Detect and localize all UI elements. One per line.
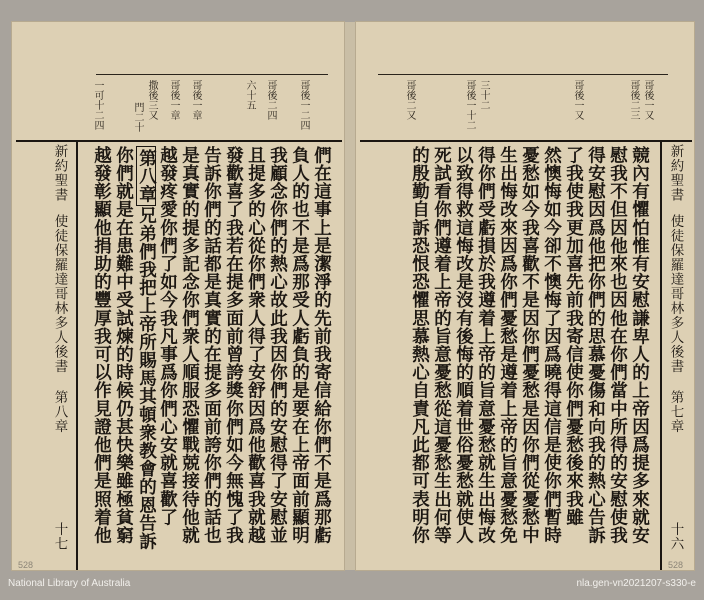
text-column: 憂愁如今我喜歡不是因你們憂愁是因你們從憂愁中 [519, 146, 540, 545]
margin-note: 一可十二四 [92, 80, 103, 130]
running-head-chapter: 第七章 [667, 390, 684, 434]
text-run: 兄弟們我把上帝所賜馬其頓衆教會的恩告訴 [136, 206, 157, 551]
margin-note: 哥後一二四 [298, 80, 309, 130]
margin-note: 哥後一十二 [464, 80, 475, 130]
text-column: 死試看你們遵着上帝的旨意憂愁從這憂愁生出何等 [431, 146, 452, 545]
page-number: 十六 [667, 522, 684, 551]
margin-note: 撒後三又 [146, 80, 157, 120]
text-column: 生出悔改來因爲你們憂愁是遵着上帝的旨意憂愁免 [497, 146, 518, 545]
text-column: 我顧念你們的熱心故此我因你們的安慰得了安慰並 [267, 146, 288, 545]
text-column: 慰我不但因他來也因他在你們當中所得的安慰使我 [607, 146, 628, 545]
item-identifier: nla.gen-vn2021207-s330-e [576, 578, 696, 589]
text-column: 是真實的提多記念你們衆人順服恐懼戰兢接待他就 [179, 146, 200, 545]
note-top-rule [378, 74, 668, 75]
right-page [356, 22, 694, 570]
book-gutter [344, 22, 356, 570]
running-head-book: 新約聖書 [51, 144, 68, 202]
text-column-with-chapter [136, 146, 156, 550]
left-page [12, 22, 344, 570]
text-column: 們在這事上是潔淨的先前我寄信給你們不是爲那虧 [311, 146, 332, 545]
pencil-mark: 528 [668, 560, 684, 570]
running-head-title: 使徒保羅達哥林多人後書 [667, 214, 684, 374]
text-column: 越發疼愛你們了如今我凡事爲你們心安就喜歡了 [157, 146, 178, 527]
running-head-title: 使徒保羅達哥林多人後書 [51, 214, 68, 374]
pencil-mark: 528 [18, 560, 34, 570]
page-number: 十七 [51, 522, 68, 551]
running-head-book: 新約聖書 [667, 144, 684, 202]
text-column: 你們就是在患難中受試煉的時候仍甚快樂雖極貧窮 [113, 146, 134, 545]
header-divider [660, 140, 662, 570]
header-divider [76, 140, 78, 570]
text-column: 了我使我更加喜先前我寄信使你們憂愁後來我雖 [563, 146, 584, 527]
text-column: 然懊悔如今卻不懊悔了因爲曉得這信是使你們暫時 [541, 146, 562, 545]
text-column: 的殷勤自訴恐恨恐懼思慕熱心自責凡此都可表明你 [409, 146, 430, 545]
text-column: 發歡喜了我若在提多面前曾誇獎你們如今無愧了我 [223, 146, 244, 545]
text-column: 得你們受虧損於我遵着上帝的旨意憂愁就生出悔改 [475, 146, 496, 545]
margin-note: 哥後一又 [642, 80, 653, 120]
running-head-chapter: 第八章 [51, 390, 68, 434]
margin-note: 哥後二又 [404, 80, 415, 120]
body-top-rule [16, 140, 342, 142]
body-top-rule [360, 140, 692, 142]
text-column: 告訴你們的話都是真實的在提多面前誇你們的話也 [201, 146, 222, 545]
text-column: 越發彰顯他捐助的豐厚我可以作見證他們是照着他 [91, 146, 112, 545]
text-column: 負人的也不是爲那受人虧負的是要在上帝面前顯明 [289, 146, 310, 545]
text-column: 以致得救這悔改是沒有後悔的順着世俗憂愁就使人 [453, 146, 474, 545]
library-credit: National Library of Australia [8, 578, 131, 589]
margin-note: 哥後一章 [190, 80, 201, 120]
text-column: 競內有懼怕惟有安慰謙卑人的上帝因爲提多來就安 [629, 146, 650, 545]
text-column: 得安慰因爲他把你們的思慕憂傷和向我的熱心告訴 [585, 146, 606, 545]
margin-note: 六十五 [244, 80, 255, 110]
note-top-rule [96, 74, 328, 75]
chapter-heading-box: 第八章 [136, 146, 156, 206]
margin-note: 門二十 [132, 102, 143, 132]
margin-note: 哥後二三 [628, 80, 639, 120]
text-column: 且提多的心從你們衆人得了安舒因爲他歡喜我就越 [245, 146, 266, 545]
margin-note: 三十二 [478, 80, 489, 110]
margin-note: 哥後一又 [572, 80, 583, 120]
margin-note: 哥後二四 [265, 80, 276, 120]
margin-note: 哥後一章 [168, 80, 179, 120]
